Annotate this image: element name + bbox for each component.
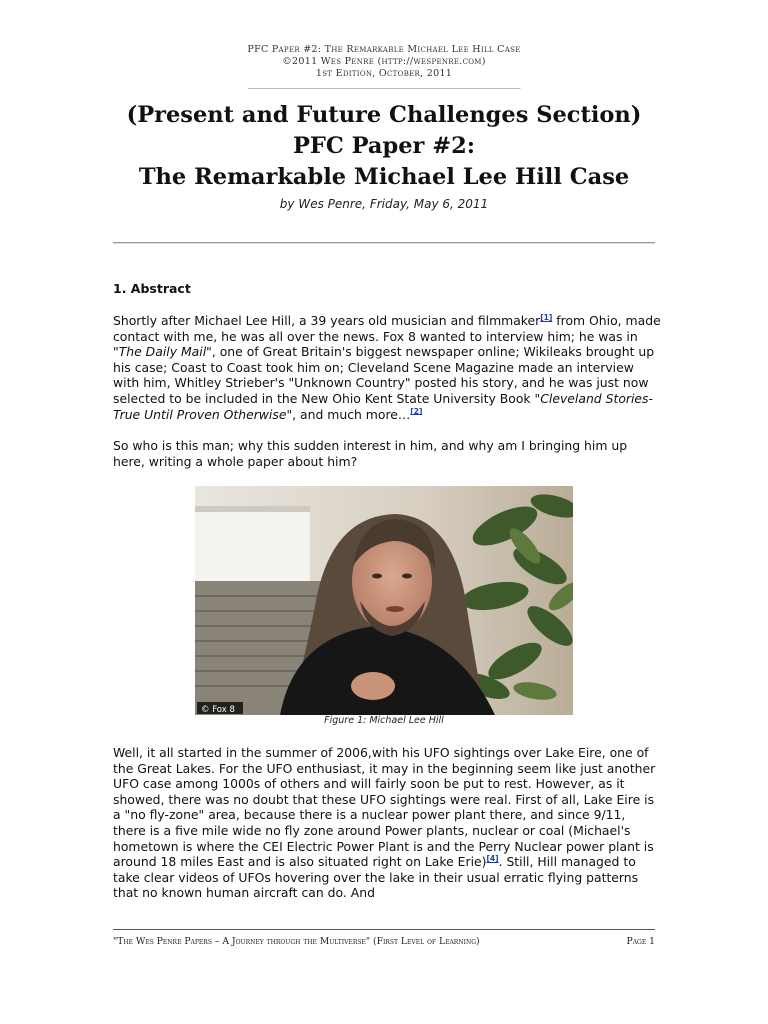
footnote-link-4[interactable]: [4] xyxy=(486,854,499,864)
figure-caption: Figure 1: Michael Lee Hill xyxy=(324,715,444,726)
title-divider xyxy=(113,242,655,244)
paragraph-intro xyxy=(113,313,661,422)
text-run: . Still, Hill managed to take clear videos of UFOs hovering over the lake in their usual erratic flying patterns that no known human aircraft can do. And xyxy=(113,854,639,901)
footnote-link-1[interactable]: [1] xyxy=(540,312,553,322)
byline: by Wes Penre, Friday, May 6, 2011 xyxy=(279,197,489,211)
figure-photo-michael-lee-hill xyxy=(195,486,573,715)
italic-book-title: "Cleveland Stories- True Until Proven Otherwise" xyxy=(113,390,653,422)
header-rule: ________________________________________________________________ xyxy=(248,78,520,89)
header-copyright: ©2011 Wes Penre (http://wespenre.com) xyxy=(282,56,486,67)
footnote-link-2[interactable]: [2] xyxy=(410,406,423,416)
italic-daily-mail: "The Daily Mail" xyxy=(113,344,212,360)
footer-page-number: Page 1 xyxy=(626,936,655,947)
text-run: , one of Great Britain's biggest newspaper online; Wikileaks brought up his case; Coast to Coast took him on; Cleveland Scene Magazine made an interview with him, Whitley Strieber's "Unknown Country" posted his story, and he was just now selected to be included in the New Ohio Kent State University Book xyxy=(113,344,655,406)
photo-watermark: © Fox 8 xyxy=(201,705,235,715)
section-heading-abstract: 1. Abstract xyxy=(113,281,191,296)
paragraph-question: So who is this man; why this sudden interest in him, and why am I bringing him up here, writing a whole paper about him? xyxy=(113,438,628,469)
running-header xyxy=(0,44,768,88)
text-run: Shortly after Michael Lee Hill, a 39 years old musician and filmmaker xyxy=(113,313,541,328)
footer-rule xyxy=(113,929,655,930)
running-footer xyxy=(113,936,655,947)
footer-series-title: "The Wes Penre Papers – A Journey through the Multiverse" (First Level of Learning) xyxy=(113,936,480,947)
text-run: from Ohio, made contact with me, he was all over the news. Fox 8 wanted to interview him; he was in xyxy=(113,313,661,344)
header-edition: 1st Edition, October, 2011 xyxy=(315,68,453,79)
header-paper-title: PFC Paper #2: The Remarkable Michael Lee Hill Case xyxy=(247,44,521,55)
text-run: Well, it all started in the summer of 2006,with his UFO sightings over Lake Eire, one of the Great Lakes. For the UFO enthusiast, it may in the beginning seem like just another UFO case among 1000s of others and will fairly soon be put to rest. However, as it showed, there was no doubt that these UFO sightings were real. First of all, Lake Eire is a "no fly-zone" area, because there is a nuclear power plant there, and since 9/11, there is a five mile wide no fly zone around Power plants, nuclear or coal (Michael's hometown is where the CEI Electric Power Plant is and the Perry Nuclear power plant is around 18 miles East and is also situated right on Lake Erie) xyxy=(113,745,656,870)
document-title xyxy=(0,100,768,193)
text-run: , and much more… xyxy=(292,406,411,422)
title-section-line: (Present and Future Challenges Section) xyxy=(126,102,642,128)
title-paper-number: PFC Paper #2: xyxy=(292,133,476,159)
photo-illustration xyxy=(195,486,573,715)
paragraph-story xyxy=(113,745,661,901)
title-paper-name: The Remarkable Michael Lee Hill Case xyxy=(138,164,630,190)
